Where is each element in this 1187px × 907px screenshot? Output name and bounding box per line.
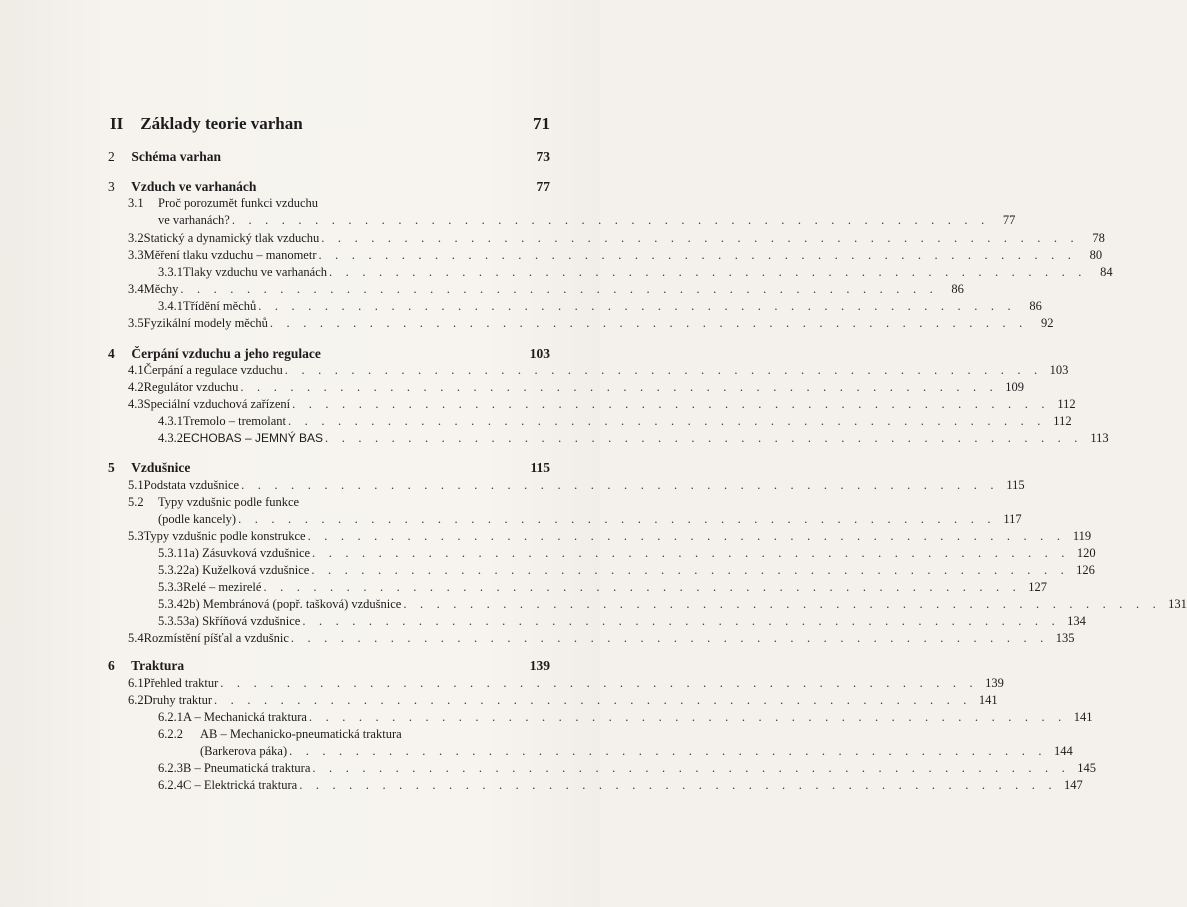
chapter-heading bbox=[108, 460, 190, 476]
entry-title: Rozmístění píšťal a vzdušnic bbox=[143, 631, 289, 645]
entry-title: ve varhanách? bbox=[158, 213, 230, 227]
entry-title: Čerpání a regulace vzduchu bbox=[143, 363, 283, 377]
chapter-heading bbox=[108, 149, 221, 165]
entry-number: 3.4 bbox=[128, 282, 144, 296]
dot-leader: . . . . . . . . . . . . . . . . . . . . . . . . . . . . . . . . . . . . . . . . . . . . . . bbox=[241, 478, 999, 492]
dot-leader: . . . . . . . . . . . . . . . . . . . . . . . . . . . . . . . . . . . . . . . . . . . . . . bbox=[238, 512, 996, 526]
dot-leader: . . . . . . . . . . . . . . . . . . . . . . . . . . . . . . . . . . . . . . . . . . . . . . bbox=[180, 282, 938, 296]
dot-leader: . . . . . . . . . . . . . . . . . . . . . . . . . . . . . . . . . . . . . . . . . . . . . . bbox=[240, 380, 998, 394]
entry-title: Typy vzdušnic podle konstrukce bbox=[143, 529, 306, 543]
dot-leader: . . . . . . . . . . . . . . . . . . . . . . . . . . . . . . . . . . . . . . . . . . . . . . bbox=[321, 231, 1079, 245]
entry-number: 5.3.5 bbox=[158, 614, 183, 628]
entry-page: 134 bbox=[1067, 614, 1086, 628]
chapter-number: 3 bbox=[108, 179, 115, 194]
entry-page: 117 bbox=[1003, 512, 1022, 526]
dot-leader: . . . . . . . . . . . . . . . . . . . . . . . . . . . . . . . . . . . . . . . . . . . . . . bbox=[307, 529, 1066, 543]
dot-leader: . . . . . . . . . . . . . . . . . . . . . . . . . . . . . . . . . . . . . . . . . . . . . . bbox=[263, 580, 1022, 594]
dot-leader: . . . . . . . . . . . . . . . . . . . . . . . . . . . . . . . . . . . . . . . . . . . . . . bbox=[299, 778, 1057, 792]
entry-title: Relé – mezirelé bbox=[183, 580, 262, 594]
chapter-number: 2 bbox=[108, 149, 115, 164]
entry-page: 86 bbox=[1029, 299, 1042, 313]
toc-entry bbox=[158, 563, 1095, 578]
entry-title: B – Pneumatická traktura bbox=[183, 761, 311, 775]
toc-entry bbox=[158, 213, 1016, 228]
chapter-title: Vzduch ve varhanách bbox=[131, 179, 257, 194]
entry-title: Měchy bbox=[143, 282, 179, 296]
entry-number: 4.3.2 bbox=[158, 431, 183, 445]
entry-page: 120 bbox=[1076, 546, 1096, 560]
entry-page: 78 bbox=[1092, 231, 1105, 245]
entry-title: Speciální vzduchová zařízení bbox=[143, 397, 291, 411]
toc-entry bbox=[128, 529, 1092, 544]
entry-number: 4.3.1 bbox=[158, 414, 183, 428]
toc-entry bbox=[200, 744, 1073, 759]
chapter-page-number: 77 bbox=[536, 179, 550, 194]
dot-leader: . . . . . . . . . . . . . . . . . . . . . . . . . . . . . . . . . . . . . . . . . . . . . . bbox=[288, 414, 1046, 428]
entry-title: ECHOBAS – JEMNÝ BAS bbox=[183, 431, 324, 445]
part-heading bbox=[110, 114, 303, 134]
entry-page: 113 bbox=[1090, 431, 1109, 445]
entry-number: 4.2 bbox=[128, 380, 144, 394]
entry-page: 84 bbox=[1100, 265, 1113, 279]
dot-leader: . . . . . . . . . . . . . . . . . . . . . . . . . . . . . . . . . . . . . . . . . . . . . . bbox=[308, 710, 1067, 724]
entry-title: (Barkerova páka) bbox=[200, 744, 288, 758]
toc-entry bbox=[128, 282, 964, 297]
toc-entry bbox=[158, 614, 1086, 629]
entry-page: 145 bbox=[1077, 761, 1096, 775]
dot-leader: . . . . . . . . . . . . . . . . . . . . . . . . . . . . . . . . . . . . . . . . . . . . . . bbox=[312, 546, 1070, 560]
toc-entry bbox=[128, 676, 1004, 691]
entry-title: 2a) Kuželková vzdušnice bbox=[183, 563, 310, 577]
entry-title: Tlaky vzduchu ve varhanách bbox=[183, 265, 328, 279]
chapter-number: 6 bbox=[108, 658, 115, 673]
entry-number: 3.1 bbox=[128, 196, 144, 210]
chapter-heading bbox=[108, 346, 321, 362]
dot-leader: . . . . . . . . . . . . . . . . . . . . . . . . . . . . . . . . . . . . . . . . . . . . . . bbox=[231, 213, 990, 227]
entry-title: (podle kancely) bbox=[158, 512, 237, 526]
dot-leader: . . . . . . . . . . . . . . . . . . . . . . . . . . . . . . . . . . . . . . . . . . . . . . bbox=[318, 248, 1077, 262]
entry-page: 112 bbox=[1053, 414, 1072, 428]
entry-title: 2b) Membránová (popř. tašková) vzdušnice bbox=[183, 597, 402, 611]
chapter-page-number: 139 bbox=[529, 658, 550, 673]
toc-entry bbox=[158, 414, 1072, 429]
dot-leader: . . . . . . . . . . . . . . . . . . . . . . . . . . . . . . . . . . . . . . . . . . . . . . bbox=[269, 316, 1028, 330]
entry-number: 5.3.4 bbox=[158, 597, 183, 611]
toc-entry bbox=[128, 495, 552, 510]
entry-page: 86 bbox=[951, 282, 964, 296]
chapter-page-number: 103 bbox=[529, 346, 550, 361]
dot-leader: . . . . . . . . . . . . . . . . . . . . . . . . . . . . . . . . . . . . . . . . . . . . . . bbox=[258, 299, 1016, 313]
toc-entry bbox=[128, 316, 1054, 331]
entry-page: 131 bbox=[1168, 597, 1187, 611]
entry-number: 5.4 bbox=[128, 631, 144, 645]
entry-title: 1a) Zásuvková vzdušnice bbox=[183, 546, 311, 560]
entry-number: 5.2 bbox=[128, 495, 144, 509]
part-title: Základy teorie varhan bbox=[140, 114, 303, 133]
entry-title: AB – Mechanicko-pneumatická traktura bbox=[200, 727, 402, 741]
entry-number: 4.3 bbox=[128, 397, 144, 411]
entry-number: 3.3 bbox=[128, 248, 144, 262]
entry-number: 5.3.3 bbox=[158, 580, 183, 594]
toc-entry bbox=[158, 431, 1109, 446]
dot-leader: . . . . . . . . . . . . . . . . . . . . . . . . . . . . . . . . . . . . . . . . . . . . . . bbox=[220, 676, 978, 690]
entry-title: C – Elektrická traktura bbox=[183, 778, 298, 792]
chapter-title: Čerpání vzduchu a jeho regulace bbox=[131, 346, 321, 361]
entry-title: Podstata vzdušnice bbox=[143, 478, 240, 492]
entry-page: 103 bbox=[1049, 363, 1069, 377]
entry-page: 141 bbox=[1073, 710, 1093, 724]
dot-leader: . . . . . . . . . . . . . . . . . . . . . . . . . . . . . . . . . . . . . . . . . . . . . . bbox=[284, 363, 1043, 377]
entry-page: 92 bbox=[1040, 316, 1054, 330]
toc-entry bbox=[158, 761, 1096, 776]
entry-number: 6.2.1 bbox=[158, 710, 183, 724]
entry-page: 135 bbox=[1055, 631, 1075, 645]
entry-number: 5.3 bbox=[128, 529, 144, 543]
toc-entry bbox=[158, 512, 1022, 527]
entry-page: 77 bbox=[1002, 213, 1016, 227]
toc-entry bbox=[128, 380, 1024, 395]
chapter-title: Traktura bbox=[131, 658, 185, 673]
toc-entry bbox=[128, 231, 1105, 246]
dot-leader: . . . . . . . . . . . . . . . . . . . . . . . . . . . . . . . . . . . . . . . . . . . . . . bbox=[302, 614, 1060, 628]
entry-page: 144 bbox=[1053, 744, 1073, 758]
entry-page: 139 bbox=[985, 676, 1004, 690]
entry-number: 5.3.1 bbox=[158, 546, 183, 560]
dot-leader: . . . . . . . . . . . . . . . . . . . . . . . . . . . . . . . . . . . . . . . . . . . . . . bbox=[403, 597, 1161, 611]
entry-page: 80 bbox=[1089, 248, 1103, 262]
entry-number: 3.5 bbox=[128, 316, 144, 330]
entry-page: 127 bbox=[1028, 580, 1048, 594]
entry-title: Přehled traktur bbox=[143, 676, 219, 690]
toc-entry bbox=[128, 363, 1069, 378]
chapter-title: Schéma varhan bbox=[131, 149, 222, 164]
toc-entry bbox=[158, 710, 1093, 725]
chapter-heading bbox=[108, 179, 256, 195]
entry-number: 6.2 bbox=[128, 693, 144, 707]
dot-leader: . . . . . . . . . . . . . . . . . . . . . . . . . . . . . . . . . . . . . . . . . . . . . . bbox=[325, 431, 1083, 445]
toc-entry bbox=[128, 693, 998, 708]
entry-title: Proč porozumět funkci vzduchu bbox=[158, 196, 319, 210]
entry-page: 119 bbox=[1072, 529, 1092, 543]
toc-entry bbox=[158, 597, 1187, 612]
toc-entry bbox=[128, 248, 1103, 263]
chapter-title: Vzdušnice bbox=[131, 460, 191, 475]
chapter-number: 4 bbox=[108, 346, 115, 361]
entry-number: 3.4.1 bbox=[158, 299, 183, 313]
chapter-page-number: 73 bbox=[536, 149, 550, 164]
entry-title: Tremolo – tremolant bbox=[183, 414, 287, 428]
toc-entry bbox=[158, 265, 1113, 280]
toc-entry bbox=[128, 631, 1075, 646]
toc-entry bbox=[158, 580, 1048, 595]
entry-number: 6.2.4 bbox=[158, 778, 183, 792]
dot-leader: . . . . . . . . . . . . . . . . . . . . . . . . . . . . . . . . . . . . . . . . . . . . . . bbox=[312, 761, 1070, 775]
part-number: II bbox=[110, 114, 124, 133]
entry-number: 5.3.2 bbox=[158, 563, 183, 577]
entry-page: 126 bbox=[1076, 563, 1095, 577]
entry-number: 6.2.3 bbox=[158, 761, 183, 775]
dot-leader: . . . . . . . . . . . . . . . . . . . . . . . . . . . . . . . . . . . . . . . . . . . . . . bbox=[289, 744, 1047, 758]
entry-number: 5.1 bbox=[128, 478, 144, 492]
part-page-number: 71 bbox=[533, 114, 550, 133]
toc-entry bbox=[158, 727, 552, 742]
entry-page: 112 bbox=[1057, 397, 1076, 411]
entry-title: Měření tlaku vzduchu – manometr bbox=[143, 248, 317, 262]
entry-number: 6.2.2 bbox=[158, 727, 183, 741]
entry-number: 3.3.1 bbox=[158, 265, 183, 279]
toc-entry bbox=[128, 397, 1076, 412]
entry-page: 141 bbox=[978, 693, 998, 707]
dot-leader: . . . . . . . . . . . . . . . . . . . . . . . . . . . . . . . . . . . . . . . . . . . . . . bbox=[290, 631, 1049, 645]
entry-title: 3a) Skříňová vzdušnice bbox=[183, 614, 301, 628]
chapter-number: 5 bbox=[108, 460, 115, 475]
entry-number: 4.1 bbox=[128, 363, 144, 377]
entry-number: 3.2 bbox=[128, 231, 144, 245]
dot-leader: . . . . . . . . . . . . . . . . . . . . . . . . . . . . . . . . . . . . . . . . . . . . . . bbox=[329, 265, 1087, 279]
entry-page: 147 bbox=[1064, 778, 1083, 792]
dot-leader: . . . . . . . . . . . . . . . . . . . . . . . . . . . . . . . . . . . . . . . . . . . . . . bbox=[214, 693, 972, 707]
entry-number: 6.1 bbox=[128, 676, 144, 690]
entry-title: Typy vzdušnic podle funkce bbox=[158, 495, 300, 509]
toc-entry bbox=[158, 778, 1083, 793]
entry-page: 109 bbox=[1005, 380, 1024, 394]
entry-title: Fyzikální modely měchů bbox=[143, 316, 268, 330]
entry-title: Druhy traktur bbox=[143, 693, 213, 707]
entry-title: A – Mechanická traktura bbox=[183, 710, 307, 724]
toc-entry bbox=[158, 299, 1042, 314]
dot-leader: . . . . . . . . . . . . . . . . . . . . . . . . . . . . . . . . . . . . . . . . . . . . . . bbox=[311, 563, 1069, 577]
chapter-page-number: 115 bbox=[530, 460, 550, 475]
entry-page: 115 bbox=[1006, 478, 1025, 492]
entry-title: Třídění měchů bbox=[183, 299, 257, 313]
entry-title: Statický a dynamický tlak vzduchu bbox=[143, 231, 320, 245]
dot-leader: . . . . . . . . . . . . . . . . . . . . . . . . . . . . . . . . . . . . . . . . . . . . . . bbox=[292, 397, 1050, 411]
toc-entry bbox=[128, 478, 1025, 493]
toc-entry bbox=[128, 196, 550, 211]
entry-title: Regulátor vzduchu bbox=[143, 380, 239, 394]
chapter-heading bbox=[108, 658, 184, 674]
toc-entry bbox=[158, 546, 1096, 561]
